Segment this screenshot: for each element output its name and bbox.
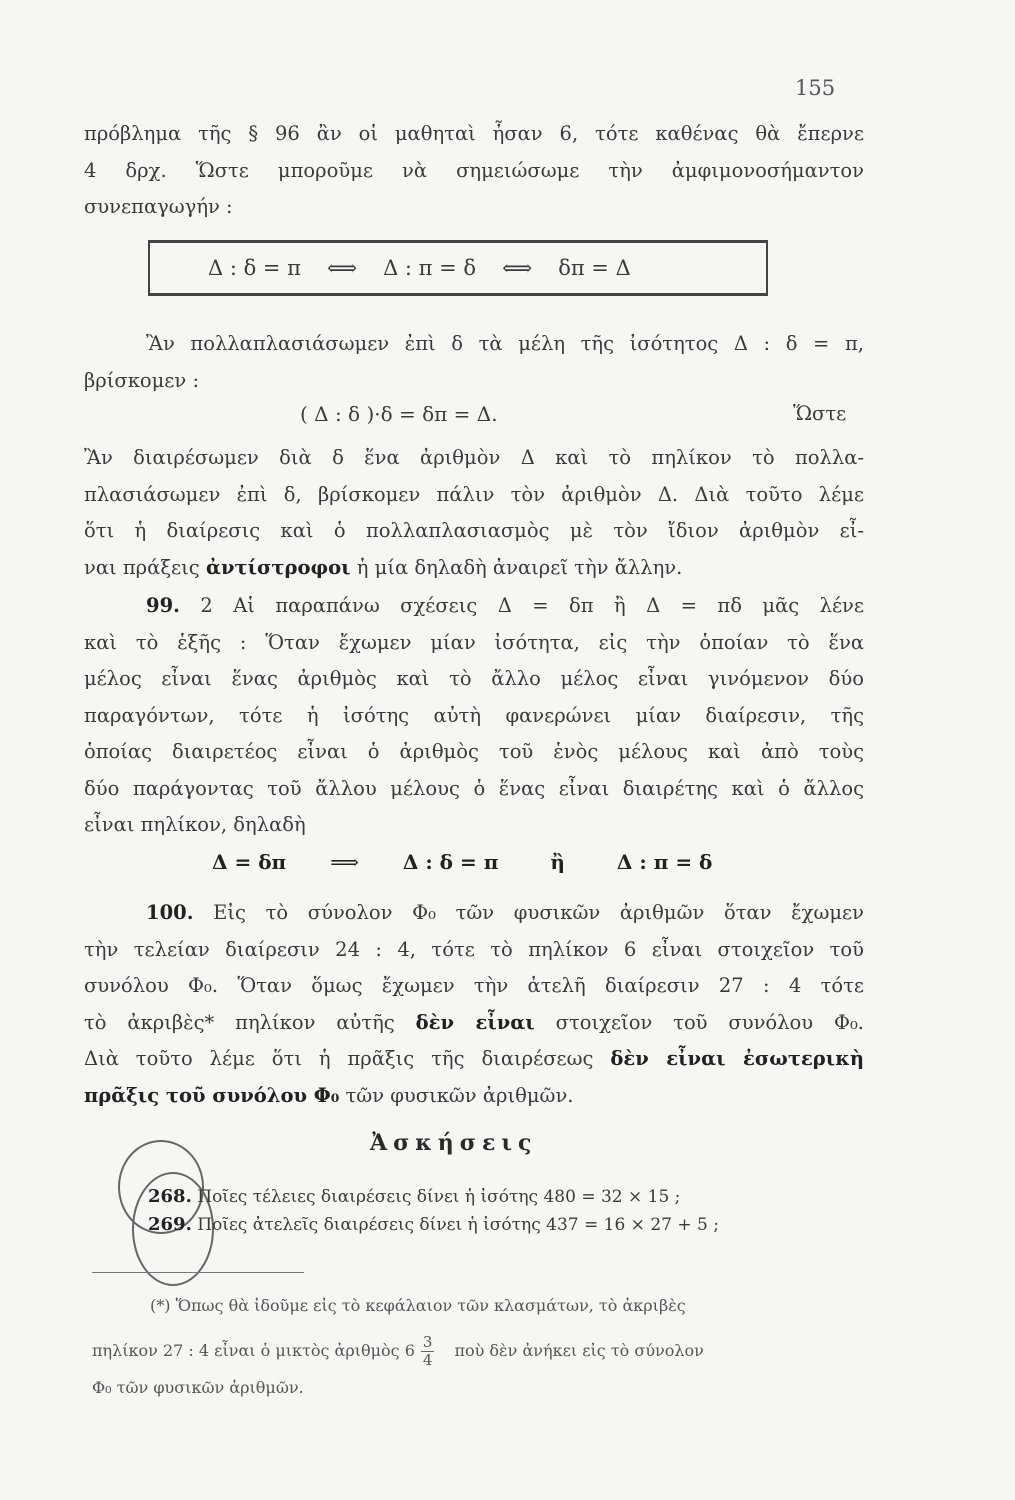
text-line: Ἂν πολλαπλασιάσωμεν ἐπὶ δ τὰ μέλη τῆς ἰσότητος Δ : δ = π, [146, 332, 864, 355]
exercise-item [148, 1214, 719, 1235]
section-99 [84, 588, 864, 844]
section-100 [84, 895, 864, 1114]
text-line: ὅτι ἡ διαίρεσις καὶ ὁ πολλαπλασιασμὸς μὲ τὸν ἴδιον ἀριθμὸν εἶ- [84, 519, 864, 542]
text-span: στοιχεῖον τοῦ συνόλου Φ₀. [555, 1010, 865, 1034]
bold-term: δὲν εἶναι [415, 1010, 535, 1034]
text-line: συνεπαγωγήν : [84, 195, 233, 218]
text-line: Ἂν διαιρέσωμεν διὰ δ ἕνα ἀριθμὸν Δ καὶ τὸ πηλίκον τὸ πολλα- [84, 446, 864, 469]
text-line: μέλος εἶναι ἕνας ἀριθμὸς καὶ τὸ ἄλλο μέλος εἶναι γινόμενον δύο [84, 667, 864, 690]
equivalence-arrow-icon: ⟺ [502, 256, 533, 280]
text-line: πρόβλημα τῆς § 96 ἂν οἱ μαθηταὶ ἦσαν 6, τότε καθένας θὰ ἔπερνε [84, 122, 864, 145]
footnote-divider [92, 1272, 304, 1273]
formula-part: ἢ [550, 850, 565, 874]
text-span: Εἰς τὸ σύνολον Φ₀ τῶν φυσικῶν ἀριθμῶν ὅταν ἔχωμεν [213, 901, 864, 924]
formula-implication [212, 850, 712, 874]
text-line: τὴν τελείαν διαίρεσιν 24 : 4, τότε τὸ πηλίκον 6 εἶναι στοιχεῖον τοῦ [84, 937, 864, 961]
fraction [421, 1334, 435, 1369]
formula-part: Δ : δ = π [402, 850, 499, 874]
footnote-line [92, 1334, 872, 1369]
text-word: Ὥστε [793, 402, 847, 425]
exercise-item [148, 1186, 680, 1207]
page-number: 155 [795, 76, 836, 100]
text-line: πλασιάσωμεν ἐπὶ δ, βρίσκομεν πάλιν τὸν ἀριθμὸν Δ. Διὰ τοῦτο λέμε [84, 482, 864, 506]
formula-part: Δ : π = δ [383, 256, 477, 280]
paragraph-multiply [84, 326, 864, 399]
text-line [84, 1078, 864, 1115]
formula-part: Δ : π = δ [616, 850, 713, 874]
text-line: δύο παράγοντας τοῦ ἄλλου μέλους ὁ ἕνας εἶναι διαιρέτης καὶ ὁ ἄλλος [84, 776, 864, 800]
fraction-numerator: 3 [422, 1333, 433, 1351]
formula-part: δπ = Δ [558, 256, 631, 280]
text-span: τῶν φυσικῶν ἀριθμῶν. [345, 1083, 574, 1107]
footnote-line: (*) Ὅπως θὰ ἰδοῦμε εἰς τὸ κεφάλαιον τῶν κλασμάτων, τὸ ἀκριβὲς [150, 1296, 686, 1315]
exercise-number: 269. [148, 1214, 192, 1235]
section-number: 99. [146, 594, 180, 617]
section-number: 100. [146, 901, 194, 924]
exercises-heading: Ἀσκήσεις [370, 1130, 538, 1156]
formula-product: ( Δ : δ )·δ = δπ = Δ. [300, 402, 498, 426]
implication-arrow-icon: ⟹ [330, 850, 359, 874]
text-line [84, 1041, 864, 1078]
boxed-equivalence [148, 240, 768, 296]
text-span: πηλίκον 27 : 4 εἶναι ὁ μικτὸς ἀριθμὸς 6 [92, 1341, 415, 1360]
exercise-text: Ποῖες τέλειες διαιρέσεις δίνει ἡ ἰσότης 480 = 32 × 15 ; [197, 1187, 681, 1207]
bold-term: ἀντίστροφοι [205, 555, 351, 579]
bold-term: δὲν εἶναι ἐσωτερικὴ [610, 1047, 865, 1070]
text-line: βρίσκομεν : [84, 368, 200, 392]
text-line: συνόλου Φ₀. Ὅταν ὅμως ἔχωμεν τὴν ἀτελῆ διαίρεσιν 27 : 4 τότε [84, 974, 864, 997]
text-line [84, 1005, 864, 1042]
exercise-text: Ποῖες ἀτελεῖς διαιρέσεις δίνει ἡ ἰσότης 437 = 16 × 27 + 5 ; [197, 1215, 719, 1235]
text-span: 2 Αἱ παραπάνω σχέσεις Δ = δπ ἢ Δ = πδ μᾶς λένε [200, 594, 864, 617]
text-line: ὁποίας διαιρετέος εἶναι ὁ ἀριθμὸς τοῦ ἑνὸς μέλους καὶ ἀπὸ τοὺς [84, 740, 864, 763]
text-span: ἡ μία δηλαδὴ ἀναιρεῖ τὴν ἄλλην. [356, 555, 683, 579]
text-line: καὶ τὸ ἑξῆς : Ὅταν ἔχωμεν μίαν ἰσότητα, εἰς τὴν ὁποίαν τὸ ἕνα [84, 630, 864, 654]
text-line [84, 588, 864, 625]
text-line [84, 550, 864, 587]
text-line: εἶναι πηλίκον, δηλαδὴ [84, 813, 306, 836]
equivalence-arrow-icon: ⟺ [326, 256, 358, 280]
formula-part: Δ = δπ [212, 850, 287, 874]
text-span: ναι πράξεις [84, 555, 200, 579]
paragraph-inverse [84, 440, 864, 586]
formula-part: Δ : δ = π [208, 256, 301, 280]
text-line: παραγόντων, τότε ἡ ἰσότης αὐτὴ φανερώνει μίαν διαίρεσιν, τῆς [84, 703, 864, 727]
fraction-denominator: 4 [422, 1351, 433, 1369]
bold-term: πρᾶξις τοῦ συνόλου Φ₀ [84, 1083, 340, 1107]
exercise-number: 268. [148, 1186, 192, 1207]
text-span: ποὺ δὲν ἀνήκει εἰς τὸ σύνολον [454, 1341, 704, 1360]
text-line [84, 895, 864, 932]
paragraph-intro [84, 116, 864, 226]
text-span: τὸ ἀκριβὲς* πηλίκον αὐτῆς [84, 1010, 395, 1034]
footnote-line: Φ₀ τῶν φυσικῶν ἀριθμῶν. [92, 1378, 304, 1397]
text-line: 4 δρχ. Ὥστε μποροῦμε νὰ σημειώσωμε τὴν ἀμφιμονοσήμαντον [84, 158, 864, 182]
text-span: Διὰ τοῦτο λέμε ὅτι ἡ πρᾶξις τῆς διαιρέσεως [84, 1047, 594, 1070]
